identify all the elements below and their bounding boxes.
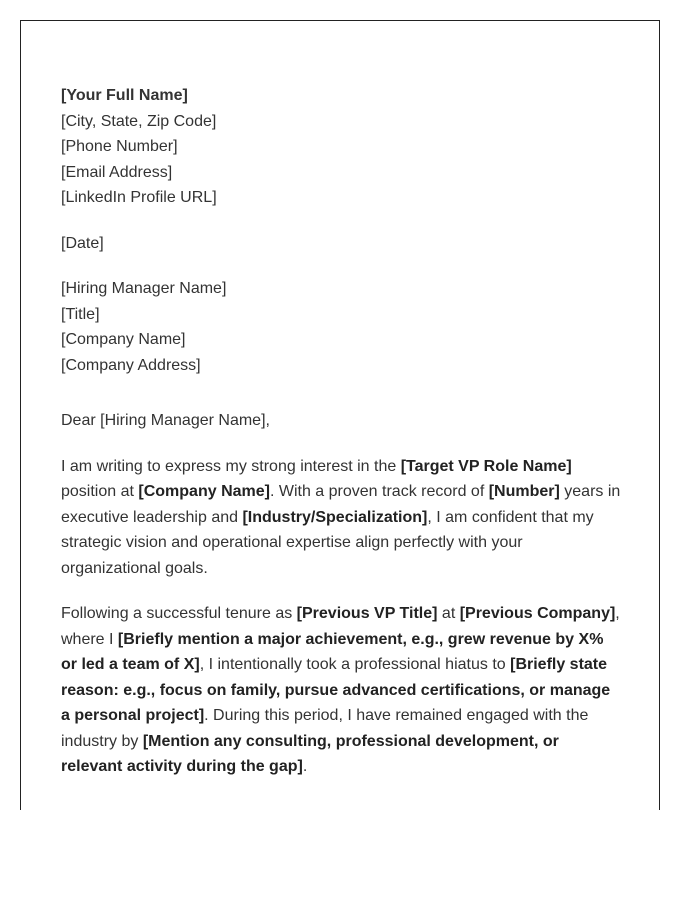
- placeholder-hiatus-reason: reason: e.g., focus on family, pursue advanced certifications, or manage: [61, 681, 611, 699]
- placeholder-achievement: or led a team of X]: [61, 656, 200, 673]
- hiatus-text: , I intentionally took a professional hiatus to: [199, 656, 511, 673]
- hiatus-text: ,: [615, 605, 620, 622]
- hiatus-text: industry by: [61, 732, 143, 750]
- placeholder-hiatus-reason: [Briefly state: [510, 656, 608, 673]
- letter-page: [20, 20, 660, 810]
- paragraph-intro: [61, 454, 633, 582]
- intro-text: I am writing to express my strong interest in the: [61, 457, 401, 475]
- hiatus-text: . During this period, I have remained engaged with the: [204, 707, 589, 724]
- sender-name: [Your Full Name]: [61, 87, 188, 104]
- placeholder-gap-activity: relevant activity during the gap]: [61, 758, 303, 775]
- recipient-block: [61, 276, 633, 378]
- salutation: Dear [Hiring Manager Name],: [61, 412, 270, 429]
- sender-block: [61, 83, 633, 211]
- hiatus-text: Following a successful tenure as: [61, 605, 297, 622]
- placeholder-previous-title: [Previous VP Title]: [296, 605, 438, 622]
- hiatus-text: at: [437, 605, 460, 622]
- recipient-title: [Title]: [61, 305, 100, 323]
- sender-linkedin: [LinkedIn Profile URL]: [61, 189, 217, 206]
- letter-body: [61, 83, 633, 780]
- intro-text: years in: [559, 483, 621, 500]
- placeholder-previous-company: [Previous Company]: [459, 605, 616, 622]
- intro-text: executive leadership and: [61, 508, 243, 526]
- sender-phone: [Phone Number]: [61, 138, 178, 155]
- paragraph-hiatus: [61, 601, 633, 780]
- intro-text: . With a proven track record of: [269, 483, 489, 500]
- placeholder-company-name: [Company Name]: [138, 483, 270, 500]
- hiatus-text: .: [302, 758, 308, 775]
- placeholder-target-role: [Target VP Role Name]: [400, 457, 572, 475]
- sender-email: [Email Address]: [61, 163, 173, 181]
- intro-text: strategic vision and operational expertise align perfectly with your: [61, 534, 523, 551]
- recipient-company: [Company Name]: [61, 331, 186, 348]
- intro-text: , I am confident that my: [427, 508, 594, 526]
- intro-text: position at: [61, 483, 139, 500]
- hiatus-text: where I: [61, 630, 118, 648]
- placeholder-achievement: [Briefly mention a major achievement, e.g., grew revenue by X%: [117, 630, 604, 648]
- intro-text: organizational goals.: [61, 559, 208, 577]
- placeholder-number: [Number]: [488, 483, 560, 500]
- sender-location: [City, State, Zip Code]: [61, 112, 217, 130]
- placeholder-hiatus-reason: a personal project]: [61, 707, 205, 724]
- placeholder-industry: [Industry/Specialization]: [242, 508, 428, 526]
- recipient-name: [Hiring Manager Name]: [61, 280, 227, 297]
- placeholder-gap-activity: [Mention any consulting, professional development, or: [142, 732, 559, 750]
- recipient-address: [Company Address]: [61, 356, 201, 374]
- letter-date: [Date]: [61, 234, 104, 252]
